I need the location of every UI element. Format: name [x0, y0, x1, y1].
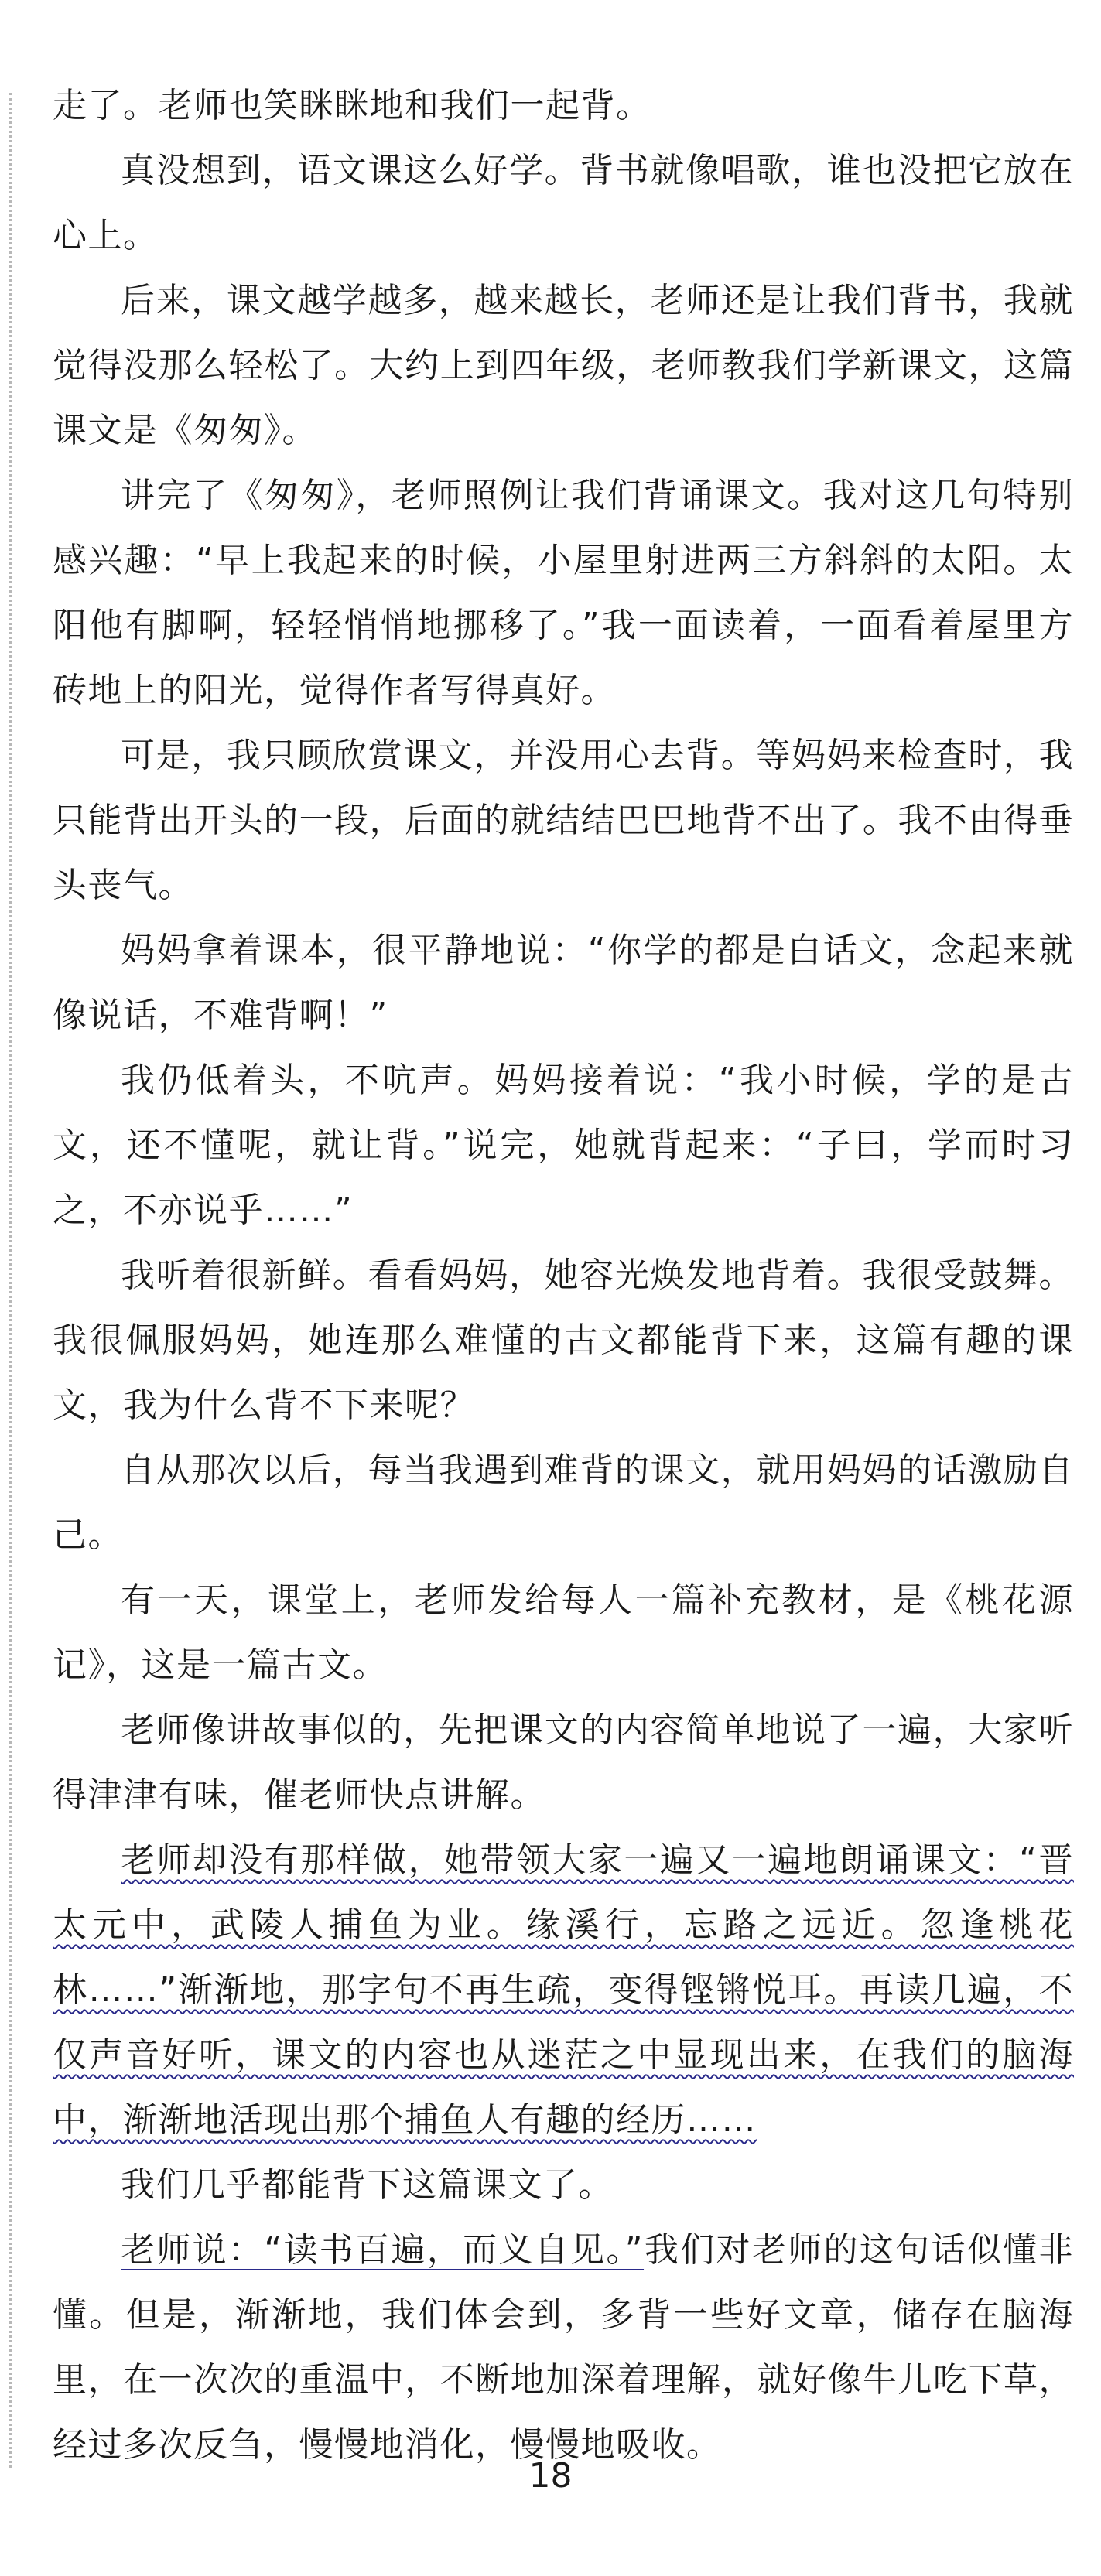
- paragraph: 讲完了《匆匆》，老师照例让我们背诵课文。我对这几句特别感兴趣：“早上我起来的时候，小屋里射进两三方斜斜的太阳。太阳他有脚啊，轻轻悄悄地挪移了。”我一面读着，一面看着屋里方砖地上的阳光，觉得作者写得真好。: [53, 476, 1074, 710]
- paragraph: [53, 2218, 1074, 2478]
- margin-dotted-rule: [9, 93, 12, 2468]
- paragraph: 妈妈拿着课本，很平静地说：“你学的都是白话文，念起来就像说话，不难背啊！”: [53, 931, 1074, 1035]
- paragraph: 老师像讲故事似的，先把课文的内容简单地说了一遍，大家听得津津有味，催老师快点讲解。: [53, 1710, 1074, 1815]
- paragraph: 走了。老师也笑眯眯地和我们一起背。: [53, 86, 651, 125]
- wavy-underlined-paragraph: [53, 1828, 1074, 2153]
- paragraph: 我仍低着头，不吭声。妈妈接着说：“我小时候，学的是古文，还不懂呢，就让背。”说完，她就背起来：“子曰，学而时习之，不亦说乎……”: [53, 1061, 1074, 1230]
- paragraph: 真没想到，语文课这么好学。背书就像唱歌，谁也没把它放在心上。: [53, 151, 1074, 255]
- paragraph: 可是，我只顾欣赏课文，并没用心去背。等妈妈来检查时，我只能背出开头的一段，后面的就结结巴巴地背不出了。我不由得垂头丧气。: [53, 736, 1074, 905]
- page-number: 18: [528, 2456, 573, 2496]
- wavy-underline-text: 老师却没有那样做，她带领大家一遍又一遍地朗诵课文：“晋太元中，武陵人捕鱼为业。缘溪行，忘路之远近。忽逢桃花林……”渐渐地，那字句不再生疏，变得铿锵悦耳。再读几遍，不仅声音好听，课文的内容也从迷茫之中显现出来，在我们的脑海中，渐渐地活现出那个捕鱼人有趣的经历……: [53, 1840, 1074, 2140]
- underlined-quote: 老师说：“读书百遍，而义自见。”: [121, 2230, 645, 2270]
- paragraph: 自从那次以后，每当我遇到难背的课文，就用妈妈的话激励自己。: [53, 1450, 1074, 1555]
- paragraph: 有一天，课堂上，老师发给每人一篇补充教材，是《桃花源记》，这是一篇古文。: [53, 1580, 1074, 1685]
- paragraph: 我听着很新鲜。看看妈妈，她容光焕发地背着。我很受鼓舞。我很佩服妈妈，她连那么难懂的古文都能背下来，这篇有趣的课文，我为什么背不下来呢？: [53, 1256, 1074, 1425]
- paragraph: 后来，课文越学越多，越来越长，老师还是让我们背书，我就觉得没那么轻松了。大约上到四年级，老师教我们学新课文，这篇课文是《匆匆》。: [53, 281, 1074, 450]
- paragraph: 我们几乎都能背下这篇课文了。: [121, 2165, 614, 2205]
- paragraph-rest: 我们对老师的这句话似懂非懂。但是，渐渐地，我们体会到，多背一些好文章，储存在脑海里，在一次次的重温中，不断地加深着理解，就好像牛儿吃下草，经过多次反刍，慢慢地消化，慢慢地吸收。: [53, 2230, 1075, 2465]
- body-text: [53, 73, 1074, 2478]
